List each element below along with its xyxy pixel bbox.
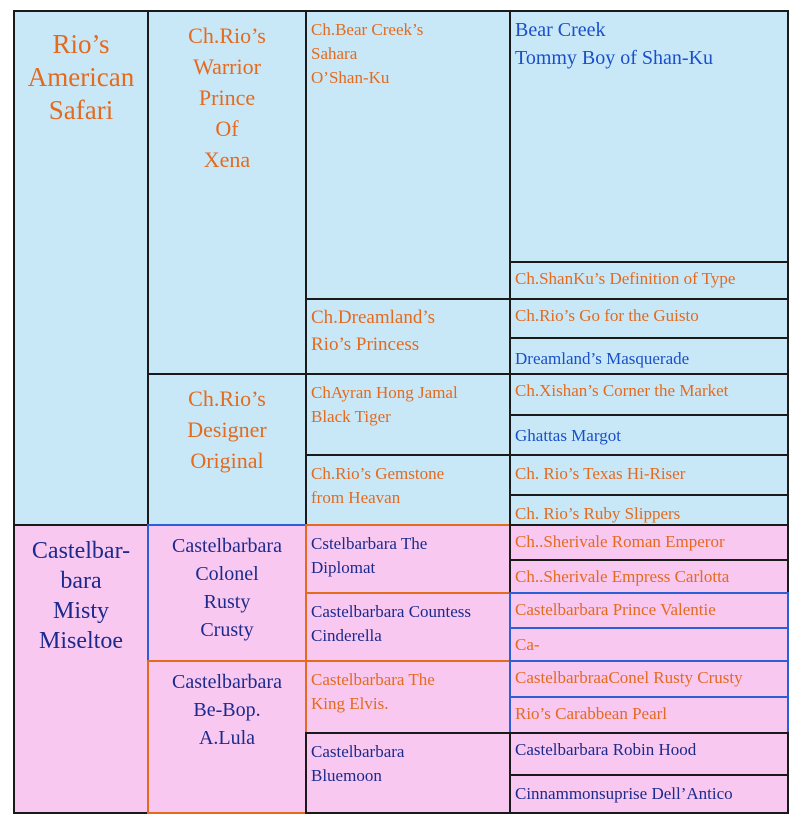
gen4-name-14: Rio’s Carabbean Pearl: [515, 704, 668, 723]
gen3-cell-5: [305, 524, 511, 594]
gen4-cell-5: [509, 373, 789, 416]
gen4-cell-2: [509, 261, 789, 300]
gen4-name-10: Ch..Sherivale Empress Carlotta: [515, 567, 730, 586]
gen2-dam-sire-cell: [147, 524, 307, 662]
gen4-name-4: Dreamland’s Masquerade: [515, 349, 690, 368]
gen4-cell-13: [509, 660, 789, 698]
gen3-cell-8: [305, 732, 511, 814]
gen2-dam-sire-name: Castelbarbara Colonel Rusty Crusty: [172, 535, 282, 641]
gen4-name-11: Castelbarbara Prince Valentie: [515, 600, 716, 619]
gen4-name-5: Ch.Xishan’s Corner the Market: [515, 381, 729, 400]
gen4-name-7: Ch. Rio’s Texas Hi-Riser: [515, 464, 686, 483]
gen4-cell-1: [509, 10, 789, 263]
gen4-cell-7: [509, 454, 789, 496]
gen1-sire-name: Rio’s American Safari: [27, 29, 135, 125]
gen3-cell-2: [305, 298, 511, 375]
gen1-sire-cell: [13, 10, 149, 526]
gen4-name-12: Ca-: [515, 635, 540, 654]
gen4-name-9: Ch..Sherivale Roman Emperor: [515, 532, 725, 551]
gen3-name-7: Castelbarbara The King Elvis.: [311, 670, 435, 713]
gen2-sire-sire-cell: [147, 10, 307, 375]
gen4-name-16: Cinnammonsuprise Dell’Antico: [515, 784, 733, 803]
gen3-cell-4: [305, 454, 511, 526]
gen4-cell-12: [509, 627, 789, 662]
gen4-name-15: Castelbarbara Robin Hood: [515, 740, 697, 759]
gen4-cell-9: [509, 524, 789, 561]
gen3-name-3: ChAyran Hong Jamal Black Tiger: [311, 383, 458, 426]
gen4-cell-14: [509, 696, 789, 734]
gen4-cell-6: [509, 414, 789, 456]
gen4-name-13: CastelbarbraaConel Rusty Crusty: [515, 668, 743, 687]
gen3-name-4: Ch.Rio’s Gemstone from Heavan: [311, 464, 445, 507]
gen2-sire-dam-name: Ch.Rio’s Designer Original: [187, 386, 267, 473]
gen4-cell-11: [509, 592, 789, 629]
gen4-name-1: Bear Creek Tommy Boy of Shan-Ku: [515, 19, 714, 69]
gen3-name-6: Castelbarbara Countess Cinderella: [311, 602, 472, 645]
gen2-sire-dam-cell: [147, 373, 307, 526]
gen3-cell-3: [305, 373, 511, 456]
gen3-cell-1: [305, 10, 511, 300]
gen3-cell-7: [305, 660, 511, 734]
gen4-name-3: Ch.Rio’s Go for the Guisto: [515, 306, 699, 325]
gen2-dam-dam-name: Castelbarbara Be-Bop. A.Lula: [172, 671, 282, 749]
gen4-cell-15: [509, 732, 789, 776]
gen4-cell-16: [509, 774, 789, 814]
gen4-cell-8: [509, 494, 789, 526]
gen3-name-1: Ch.Bear Creek’s Sahara O’Shan-Ku: [311, 20, 424, 87]
gen4-name-6: Ghattas Margot: [515, 426, 621, 445]
gen3-name-8: Castelbarbara Bluemoon: [311, 742, 405, 785]
gen4-cell-4: [509, 337, 789, 375]
gen3-name-2: Ch.Dreamland’s Rio’s Princess: [311, 307, 436, 355]
gen1-dam-name: Castelbar- bara Misty Miseltoe: [31, 538, 131, 654]
gen4-name-8: Ch. Rio’s Ruby Slippers: [515, 504, 681, 523]
gen3-cell-6: [305, 592, 511, 662]
gen4-cell-10: [509, 559, 789, 594]
gen2-sire-sire-name: Ch.Rio’s Warrior Prince Of Xena: [188, 23, 266, 172]
gen3-name-5: Cstelbarbara The Diplomat: [311, 534, 428, 577]
gen1-dam-cell: [13, 524, 149, 814]
gen4-cell-3: [509, 298, 789, 339]
gen2-dam-dam-cell: [147, 660, 307, 814]
gen4-name-2: Ch.ShanKu’s Definition of Type: [515, 269, 736, 288]
